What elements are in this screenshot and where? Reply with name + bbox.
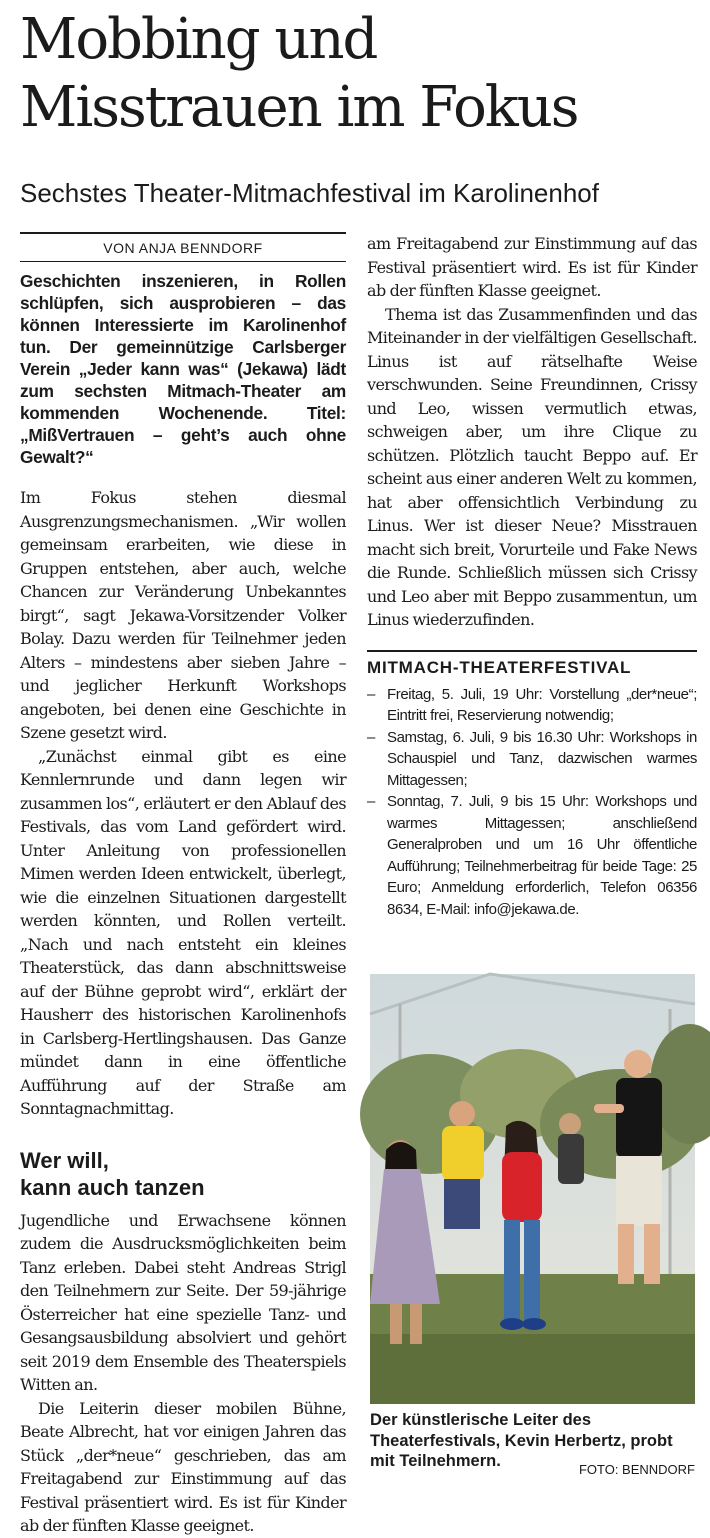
section-heading-line-2: kann auch tanzen — [20, 1174, 205, 1200]
photo-caption: Der künstlerische Leiter des Theaterfestivals, Kevin Herbertz, probt mit Teilnehmern. — [370, 1411, 673, 1470]
headline-line-2: Misstrauen im Fokus — [20, 75, 578, 140]
info-box-item — [367, 791, 697, 920]
dash-bullet: – — [367, 793, 375, 810]
info-box-item-text: Freitag, 5. Juli, 19 Uhr: Vorstellung „der*neue“; Eintritt frei, Reservierung notwendig; — [387, 685, 697, 724]
body-paragraph: Die Leiterin dieser mobilen Bühne, Beate Albrecht, hat vor einigen Jahren das Stück „der*neue“ geschrieben, das am Freitagabend zur Einstimmung auf das Festival präsentiert wird. Es ist für Kinder ab der fünften Klasse geeignet. — [20, 1398, 346, 1535]
teaser: Geschichten inszenieren, in Rollen schlüpfen, sich ausprobieren – das können Interessierte im Karolinenhof tun. Der gemeinnützige Carlsberger Verein „Jeder kann was“ (Jekawa) lädt zum sechsten Mitmach-Theater am kommenden Wochenende. Titel: „MißVertrauen – geht’s auch ohne Gewalt?“ — [20, 271, 346, 467]
body-paragraph: Im Fokus stehen diesmal Ausgrenzungsmechanismen. „Wir wollen gemeinsam erarbeiten, wie diese in Gruppen entstehen, aber auch, welche Chancen zur Veränderung Unbekanntes birgt“, sagt Jekawa-Vorsitzender Volker Bolay. Dazu werden für Teilnehmer jeden Alters – mindestens aber sieben Jahre – und jeglicher Herkunft Workshops angeboten, bei denen eine Geschichte in Szene gesetzt wird. — [20, 488, 346, 742]
info-box-list — [367, 684, 697, 921]
info-box-title: MITMACH-THEATERFESTIVAL — [367, 650, 697, 678]
byline: VON ANJA BENNDORF — [20, 234, 346, 262]
info-box-item — [367, 727, 697, 792]
section-heading — [20, 1147, 346, 1201]
left-column — [20, 232, 346, 1535]
dash-bullet: – — [367, 685, 375, 703]
photo-illustration — [370, 974, 695, 1404]
section-heading-line-1: Wer will, — [20, 1147, 109, 1173]
article-photo — [370, 974, 695, 1404]
body-paragraph: Thema ist das Zusammenfinden und das Miteinander in der vielfältigen Gesellschaft. Linus ist auf rätselhafte Weise verschwunden. Seine Freundinnen, Crissy und Leo, wissen vermutlich etwas, schweigen aber, um ihre Clique zu schützen. Plötzlich taucht Beppo auf. Er scheint aus einer anderen Welt zu kommen, hat aber offensichtlich Verbindung zu Linus. Wer ist dieser Neue? Misstrauen macht sich breit, Vorurteile und Fake News die Runde. Schließlich müssen sich Crissy und Leo aber mit Beppo zusammentun, um Linus wiederzufinden. — [367, 304, 697, 629]
headline — [20, 6, 700, 142]
body-paragraph: Jugendliche und Erwachsene können zudem die Ausdrucksmöglichkeiten beim Tanz erleben. Dabei steht Andreas Strigl den Teilnehmern zur Seite. Der 59-jährige Österreicher hat eine spezielle Tanz- und Gesangsausbildung absolviert und gehört seit 2019 dem Ensemble des Theaterspiels Witten an. — [20, 1210, 346, 1394]
info-box-item-text: Sonntag, 7. Juli, 9 bis 15 Uhr: Workshops und warmes Mittagessen; anschließend Generalproben und um 16 Uhr öffentliche Aufführung; Teilnehmerbeitrag für beide Tage: 25 Euro; Anmeldung erforderlich, Telefon 06356 8634, E-Mail: info@jekawa.de. — [387, 793, 697, 918]
info-box-item — [367, 684, 697, 727]
right-column — [367, 232, 697, 920]
subheadline: Sechstes Theater-Mitmachfestival im Karolinenhof — [20, 178, 599, 208]
body-paragraph-continued: am Freitagabend zur Einstimmung auf das Festival präsentiert wird. Es ist für Kinder ab der fünften Klasse geeignet. — [367, 234, 697, 300]
body-paragraph: „Zunächst einmal gibt es eine Kennlernrunde und dann legen wir zusammen los“, erläutert er den Ablauf des Festivals, das vom Land gefördert wird. Unter Anleitung von professionellen Mimen werden Ideen entwickelt, überlegt, wie die einzelnen Situationen dargestellt werden könnten, und Rollen verteilt. „Nach und nach entsteht ein kleines Theaterstück, das dann abschnittsweise auf der Bühne geprobt wird“, erklärt der Hausherr des historischen Karolinenhofs in Carlsberg-Hertlingshausen. Das Ganze mündet dann in eine öffentliche Aufführung auf der Straße am Sonntagnachmittag. — [20, 746, 346, 1118]
photo-credit: FOTO: BENNDORF — [578, 1462, 695, 1477]
info-box-item-text: Samstag, 6. Juli, 9 bis 16.30 Uhr: Workshops in Schauspiel und Tanz, dazwischen warmes Mittagessen; — [387, 728, 697, 789]
dash-bullet: – — [367, 728, 375, 746]
headline-line-1: Mobbing und — [20, 7, 377, 72]
